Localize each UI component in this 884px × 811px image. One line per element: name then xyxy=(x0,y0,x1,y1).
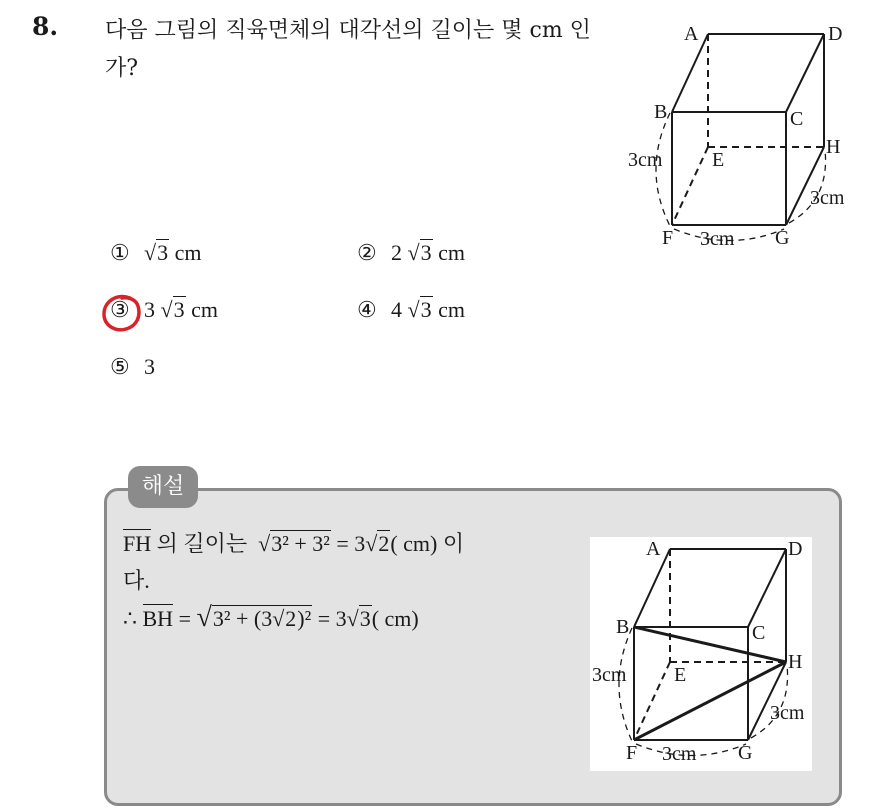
edge-gh-length: 3cm xyxy=(810,187,845,209)
edge-fg-length: 3cm xyxy=(662,743,697,765)
vertex-f-label: F xyxy=(662,227,674,249)
choice-4-mark: ④ xyxy=(357,297,377,322)
vertex-d-label: D xyxy=(828,23,843,45)
sqrt-3: √3 xyxy=(160,297,185,322)
vertex-h-label: H xyxy=(788,651,803,673)
choice-3-mark: ③ xyxy=(110,297,130,322)
edge-bf-length: 3cm xyxy=(628,149,663,171)
vertex-h-label: H xyxy=(826,136,841,158)
vertex-c-label: C xyxy=(790,108,804,130)
vertex-f-label: F xyxy=(626,742,638,764)
vertex-g-label: G xyxy=(775,227,790,249)
vertex-d-label: D xyxy=(788,538,803,560)
sqrt-3: √3 xyxy=(144,240,169,265)
sqrt-expression: √3² + 3² xyxy=(258,531,330,556)
therefore-symbol: ∴ xyxy=(123,606,137,631)
segment-bh: BH xyxy=(142,606,174,631)
choice-1[interactable]: ① √3 cm xyxy=(110,240,202,265)
vertex-e-label: E xyxy=(674,664,687,686)
question-number: 8. xyxy=(32,12,59,41)
sqrt-3: √3 xyxy=(407,297,432,322)
solution-line-1: FH 의 길이는 √3² + 3² = 3√2( cm) 이 xyxy=(123,525,583,562)
vertex-g-label: G xyxy=(738,742,753,764)
choice-4[interactable]: ④ 4 √3 cm xyxy=(357,297,465,322)
prism-diagonal-figure xyxy=(590,537,812,771)
sqrt-3: √3 xyxy=(407,240,432,265)
solution-figure-panel xyxy=(590,537,812,771)
choice-5[interactable]: ⑤ 3 xyxy=(110,354,155,379)
vertex-c-label: C xyxy=(752,622,766,644)
solution-text xyxy=(123,525,583,637)
question-text: 다음 그림의 직육면체의 대각선의 길이는 몇 cm 인가? xyxy=(105,18,591,81)
solution-line-2: 다. xyxy=(123,568,150,593)
sqrt-expression: √3² + (3√2)² xyxy=(196,602,312,633)
vertex-b-label: B xyxy=(616,616,630,638)
vertex-e-label: E xyxy=(712,149,725,171)
vertex-a-label: A xyxy=(684,23,699,45)
choice-1-mark: ① xyxy=(110,240,130,265)
segment-fh: FH xyxy=(123,531,152,556)
choice-2-mark: ② xyxy=(357,240,377,265)
edge-bf-length: 3cm xyxy=(592,664,627,686)
vertex-b-label: B xyxy=(654,101,668,123)
prism-figure xyxy=(620,20,860,255)
choice-3[interactable]: ③ 3 √3 cm xyxy=(110,297,218,322)
choice-2[interactable]: ② 2 √3 cm xyxy=(357,240,465,265)
vertex-a-label: A xyxy=(646,538,661,560)
choice-5-mark: ⑤ xyxy=(110,354,130,379)
solution-badge: 해설 xyxy=(128,466,198,508)
edge-gh-length: 3cm xyxy=(770,702,805,724)
solution-line-3: ∴ BH = √3² + (3√2)² = 3√3( cm) xyxy=(123,599,583,637)
edge-fg-length: 3cm xyxy=(700,228,735,250)
